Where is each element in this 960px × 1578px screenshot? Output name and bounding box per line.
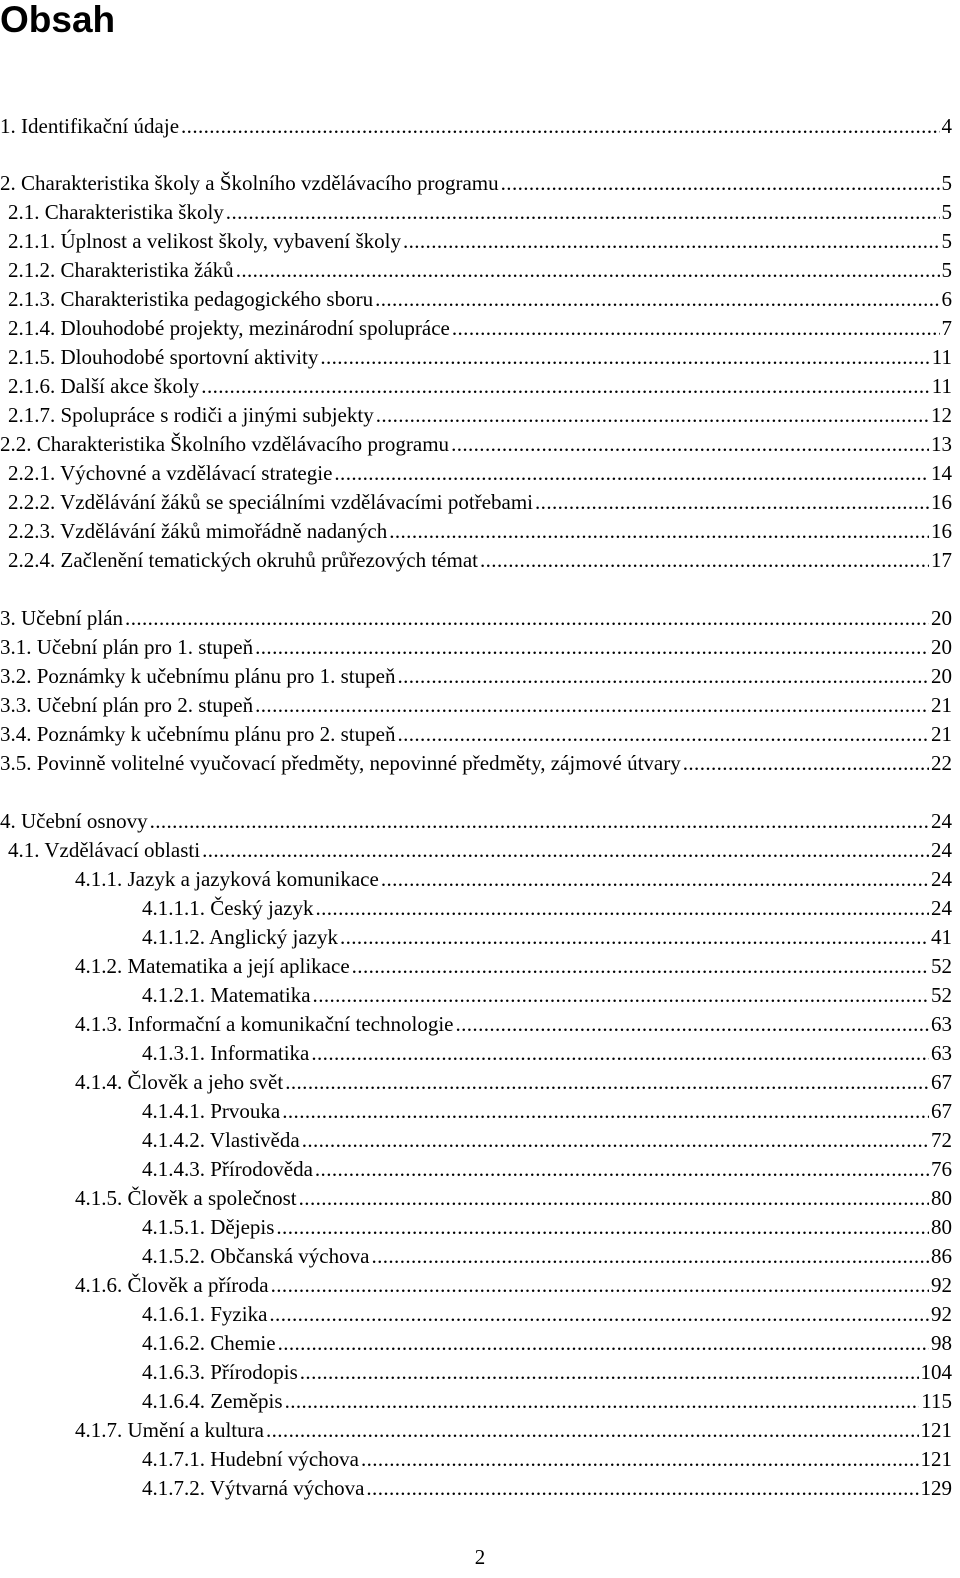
dot-leader bbox=[299, 1185, 929, 1211]
dot-leader bbox=[266, 1417, 919, 1443]
toc-entry[interactable] bbox=[8, 460, 952, 486]
toc-entry-page-number: 20 bbox=[931, 606, 952, 630]
toc-entry[interactable] bbox=[142, 982, 952, 1008]
dot-leader bbox=[278, 1330, 929, 1356]
toc-entry-label: 4.1.6.1. Fyzika bbox=[142, 1302, 268, 1326]
toc-entry-page-number: 22 bbox=[931, 751, 952, 775]
toc-entry-label: 2.1.3. Charakteristika pedagogického sboru bbox=[8, 287, 374, 311]
toc-entry-label: 4.1.5. Člověk a společnost bbox=[75, 1186, 297, 1210]
toc-entry-label: 4.1.7.1. Hudební výchova bbox=[142, 1447, 359, 1471]
dot-leader bbox=[150, 808, 929, 834]
dot-leader bbox=[315, 1156, 929, 1182]
dot-leader bbox=[397, 721, 929, 747]
toc-entry-label: 4.1.4.2. Vlastivěda bbox=[142, 1128, 300, 1152]
dot-leader bbox=[376, 402, 929, 428]
toc-entry[interactable] bbox=[142, 1214, 952, 1240]
toc-entry-page-number: 63 bbox=[931, 1041, 952, 1065]
toc-entry-label: 4.1.4.1. Prvouka bbox=[142, 1099, 281, 1123]
toc-entry-page-number: 20 bbox=[931, 664, 952, 688]
toc-entry-label: 4.1.3. Informační a komunikační technologie bbox=[75, 1012, 454, 1036]
toc-entry[interactable] bbox=[75, 1069, 952, 1095]
toc-entry[interactable] bbox=[75, 1011, 952, 1037]
toc-entry-label: 4.1. Vzdělávací oblasti bbox=[8, 838, 201, 862]
toc-entry[interactable] bbox=[142, 1098, 952, 1124]
toc-entry[interactable] bbox=[75, 866, 952, 892]
toc-entry[interactable] bbox=[8, 489, 952, 515]
toc-entry[interactable] bbox=[142, 1359, 952, 1385]
dot-leader bbox=[340, 924, 929, 950]
dot-leader bbox=[375, 286, 939, 312]
toc-entry[interactable] bbox=[142, 1330, 952, 1356]
toc-entry-label: 4.1.6. Člověk a příroda bbox=[75, 1273, 269, 1297]
toc-entry-page-number: 92 bbox=[931, 1302, 952, 1326]
toc-entry-label: 4.1.7.2. Výtvarná výchova bbox=[142, 1476, 365, 1500]
page-title: Obsah bbox=[0, 0, 116, 40]
toc-entry-label: 2.1.6. Další akce školy bbox=[8, 374, 200, 398]
toc-entry[interactable] bbox=[142, 1388, 952, 1414]
dot-leader bbox=[300, 1359, 919, 1385]
dot-leader bbox=[181, 113, 939, 139]
dot-leader bbox=[397, 663, 929, 689]
toc-entry-label: 4.1.3.1. Informatika bbox=[142, 1041, 310, 1065]
toc-entry-label: 2.1.2. Charakteristika žáků bbox=[8, 258, 234, 282]
dot-leader bbox=[535, 489, 929, 515]
toc-entry-label: 3.3. Učební plán pro 2. stupeň bbox=[0, 693, 254, 717]
toc-entry[interactable] bbox=[142, 1156, 952, 1182]
toc-entry-label: 3.5. Povinně volitelné vyučovací předměty, nepovinné předměty, zájmové útvary bbox=[0, 751, 681, 775]
toc-entry-label: 4.1.2. Matematika a její aplikace bbox=[75, 954, 350, 978]
toc-entry-page-number: 72 bbox=[931, 1128, 952, 1152]
toc-entry-label: 3. Učební plán bbox=[0, 606, 124, 630]
toc-entry[interactable] bbox=[142, 895, 952, 921]
toc-entry-label: 2.2.1. Výchovné a vzdělávací strategie bbox=[8, 461, 333, 485]
dot-leader bbox=[334, 460, 929, 486]
toc-entry[interactable] bbox=[8, 402, 952, 428]
dot-leader bbox=[313, 982, 929, 1008]
toc-entry-label: 2.1.1. Úplnost a velikost školy, vybavení školy bbox=[8, 229, 401, 253]
dot-leader bbox=[276, 1214, 929, 1240]
dot-leader bbox=[302, 1127, 929, 1153]
dot-leader bbox=[361, 1446, 919, 1472]
dot-leader bbox=[271, 1272, 929, 1298]
toc-entry[interactable] bbox=[142, 1127, 952, 1153]
toc-entry[interactable] bbox=[0, 808, 952, 834]
toc-entry[interactable] bbox=[0, 113, 952, 139]
toc-entry-page-number: 24 bbox=[931, 896, 952, 920]
toc-entry[interactable] bbox=[75, 1185, 952, 1211]
toc-entry-label: 4.1.4. Člověk a jeho svět bbox=[75, 1070, 284, 1094]
toc-entry[interactable] bbox=[0, 750, 952, 776]
toc-entry-page-number: 63 bbox=[931, 1012, 952, 1036]
toc-entry-page-number: 5 bbox=[941, 200, 952, 224]
page-number: 2 bbox=[474, 1545, 486, 1569]
toc-entry-label: 4.1.4.3. Přírodověda bbox=[142, 1157, 313, 1181]
dot-leader bbox=[236, 257, 940, 283]
toc-entry[interactable] bbox=[0, 663, 952, 689]
dot-leader bbox=[269, 1301, 929, 1327]
toc-entry-page-number: 21 bbox=[931, 722, 952, 746]
toc-entry-label: 2.1. Charakteristika školy bbox=[8, 200, 224, 224]
dot-leader bbox=[366, 1475, 918, 1501]
toc-entry[interactable] bbox=[8, 518, 952, 544]
toc-entry[interactable] bbox=[8, 315, 952, 341]
toc-entry[interactable] bbox=[142, 1446, 952, 1472]
toc-entry-label: 3.2. Poznámky k učebnímu plánu pro 1. stupeň bbox=[0, 664, 396, 688]
toc-entry-page-number: 6 bbox=[941, 287, 952, 311]
dot-leader bbox=[501, 170, 940, 196]
dot-leader bbox=[480, 547, 929, 573]
toc-entry-page-number: 11 bbox=[931, 345, 952, 369]
toc-entry[interactable] bbox=[0, 692, 952, 718]
toc-entry-label: 4.1.6.4. Zeměpis bbox=[142, 1389, 283, 1413]
toc-entry-page-number: 67 bbox=[931, 1099, 952, 1123]
toc-entry-label: 2.1.7. Spolupráce s rodiči a jinými subjekty bbox=[8, 403, 374, 427]
dot-leader bbox=[683, 750, 929, 776]
toc-entry-page-number: 52 bbox=[931, 954, 952, 978]
dot-leader bbox=[320, 344, 929, 370]
dot-leader bbox=[381, 866, 929, 892]
toc-entry-page-number: 16 bbox=[931, 519, 952, 543]
toc-entry[interactable] bbox=[75, 1272, 952, 1298]
toc-entry[interactable] bbox=[75, 1417, 952, 1443]
toc-entry[interactable] bbox=[8, 257, 952, 283]
toc-entry-label: 2. Charakteristika školy a Školního vzdělávacího programu bbox=[0, 171, 499, 195]
toc-entry-page-number: 76 bbox=[931, 1157, 952, 1181]
toc-entry-page-number: 104 bbox=[920, 1360, 952, 1384]
toc-entry-label: 4.1.1.2. Anglický jazyk bbox=[142, 925, 338, 949]
toc-entry-label: 4.1.2.1. Matematika bbox=[142, 983, 311, 1007]
toc-entry-label: 4.1.6.2. Chemie bbox=[142, 1331, 276, 1355]
toc-entry-page-number: 14 bbox=[931, 461, 952, 485]
toc-entry-page-number: 92 bbox=[931, 1273, 952, 1297]
toc-entry-label: 4.1.5.2. Občanská výchova bbox=[142, 1244, 370, 1268]
toc-entry-label: 2.2.4. Začlenění tematických okruhů průřezových témat bbox=[8, 548, 478, 572]
toc-entry-page-number: 20 bbox=[931, 635, 952, 659]
toc-entry-label: 2.2.2. Vzdělávání žáků se speciálními vzdělávacími potřebami bbox=[8, 490, 534, 514]
toc-entry[interactable] bbox=[8, 373, 952, 399]
toc-entry-page-number: 17 bbox=[931, 548, 952, 572]
toc-entry[interactable] bbox=[8, 228, 952, 254]
toc-entry-page-number: 52 bbox=[931, 983, 952, 1007]
toc-entry-page-number: 24 bbox=[931, 838, 952, 862]
toc-entry-label: 4.1.1. Jazyk a jazyková komunikace bbox=[75, 867, 379, 891]
toc-entry-page-number: 4 bbox=[941, 114, 952, 138]
toc-entry[interactable] bbox=[142, 1040, 952, 1066]
toc-entry-page-number: 7 bbox=[941, 316, 952, 340]
toc-entry[interactable] bbox=[0, 605, 952, 631]
toc-entry-page-number: 41 bbox=[931, 925, 952, 949]
dot-leader bbox=[371, 1243, 929, 1269]
dot-leader bbox=[255, 692, 929, 718]
toc-entry-page-number: 67 bbox=[931, 1070, 952, 1094]
toc-entry-label: 4.1.6.3. Přírodopis bbox=[142, 1360, 298, 1384]
toc-entry[interactable] bbox=[8, 837, 952, 863]
toc-entry[interactable] bbox=[0, 431, 952, 457]
toc-entry-label: 3.1. Učební plán pro 1. stupeň bbox=[0, 635, 254, 659]
toc-entry[interactable] bbox=[142, 1243, 952, 1269]
toc-entry[interactable] bbox=[142, 1475, 952, 1501]
toc-entry-page-number: 129 bbox=[920, 1476, 952, 1500]
dot-leader bbox=[352, 953, 929, 979]
toc-entry-page-number: 16 bbox=[931, 490, 952, 514]
dot-leader bbox=[201, 373, 929, 399]
toc-entry[interactable] bbox=[75, 953, 952, 979]
toc-entry-page-number: 11 bbox=[931, 374, 952, 398]
toc-entry[interactable] bbox=[8, 344, 952, 370]
toc-entry-page-number: 80 bbox=[931, 1215, 952, 1239]
toc-entry[interactable] bbox=[8, 286, 952, 312]
dot-leader bbox=[226, 199, 940, 225]
dot-leader bbox=[451, 431, 929, 457]
toc-entry[interactable] bbox=[8, 547, 952, 573]
dot-leader bbox=[389, 518, 929, 544]
dot-leader bbox=[455, 1011, 929, 1037]
dot-leader bbox=[285, 1069, 929, 1095]
toc-entry-page-number: 80 bbox=[931, 1186, 952, 1210]
toc-entry[interactable] bbox=[0, 721, 952, 747]
toc-entry-page-number: 5 bbox=[941, 258, 952, 282]
toc-entry-page-number: 121 bbox=[920, 1447, 952, 1471]
dot-leader bbox=[452, 315, 940, 341]
toc-entry-page-number: 115 bbox=[921, 1389, 952, 1413]
toc-entry-page-number: 12 bbox=[931, 403, 952, 427]
toc-entry-label: 2.1.4. Dlouhodobé projekty, mezinárodní spolupráce bbox=[8, 316, 450, 340]
toc-entry-page-number: 98 bbox=[931, 1331, 952, 1355]
toc-entry-label: 4.1.1.1. Český jazyk bbox=[142, 896, 314, 920]
toc-entry[interactable] bbox=[142, 1301, 952, 1327]
toc-entry-label: 3.4. Poznámky k učebnímu plánu pro 2. stupeň bbox=[0, 722, 396, 746]
dot-leader bbox=[255, 634, 929, 660]
toc-entry-page-number: 5 bbox=[941, 171, 952, 195]
toc-entry-label: 4.1.5.1. Dějepis bbox=[142, 1215, 275, 1239]
toc-entry-label: 4.1.7. Umění a kultura bbox=[75, 1418, 264, 1442]
toc-entry-page-number: 13 bbox=[931, 432, 952, 456]
toc-entry-page-number: 24 bbox=[931, 867, 952, 891]
toc-entry-label: 2.2. Charakteristika Školního vzdělávacího programu bbox=[0, 432, 450, 456]
toc-entry-label: 1. Identifikační údaje bbox=[0, 114, 180, 138]
toc-entry[interactable] bbox=[0, 634, 952, 660]
toc-entry-page-number: 21 bbox=[931, 693, 952, 717]
toc-entry-label: 2.1.5. Dlouhodobé sportovní aktivity bbox=[8, 345, 319, 369]
dot-leader bbox=[282, 1098, 929, 1124]
toc-entry-page-number: 121 bbox=[920, 1418, 952, 1442]
dot-leader bbox=[125, 605, 929, 631]
dot-leader bbox=[202, 837, 929, 863]
toc-entry[interactable] bbox=[142, 924, 952, 950]
toc-entry[interactable] bbox=[8, 199, 952, 225]
dot-leader bbox=[403, 228, 940, 254]
toc-entry-page-number: 86 bbox=[931, 1244, 952, 1268]
toc-entry-page-number: 24 bbox=[931, 809, 952, 833]
dot-leader bbox=[311, 1040, 929, 1066]
toc-entry-label: 4. Učební osnovy bbox=[0, 809, 148, 833]
dot-leader bbox=[285, 1388, 920, 1414]
dot-leader bbox=[315, 895, 929, 921]
toc-entry[interactable] bbox=[0, 170, 952, 196]
toc-entry-page-number: 5 bbox=[941, 229, 952, 253]
toc-entry-label: 2.2.3. Vzdělávání žáků mimořádně nadaných bbox=[8, 519, 388, 543]
